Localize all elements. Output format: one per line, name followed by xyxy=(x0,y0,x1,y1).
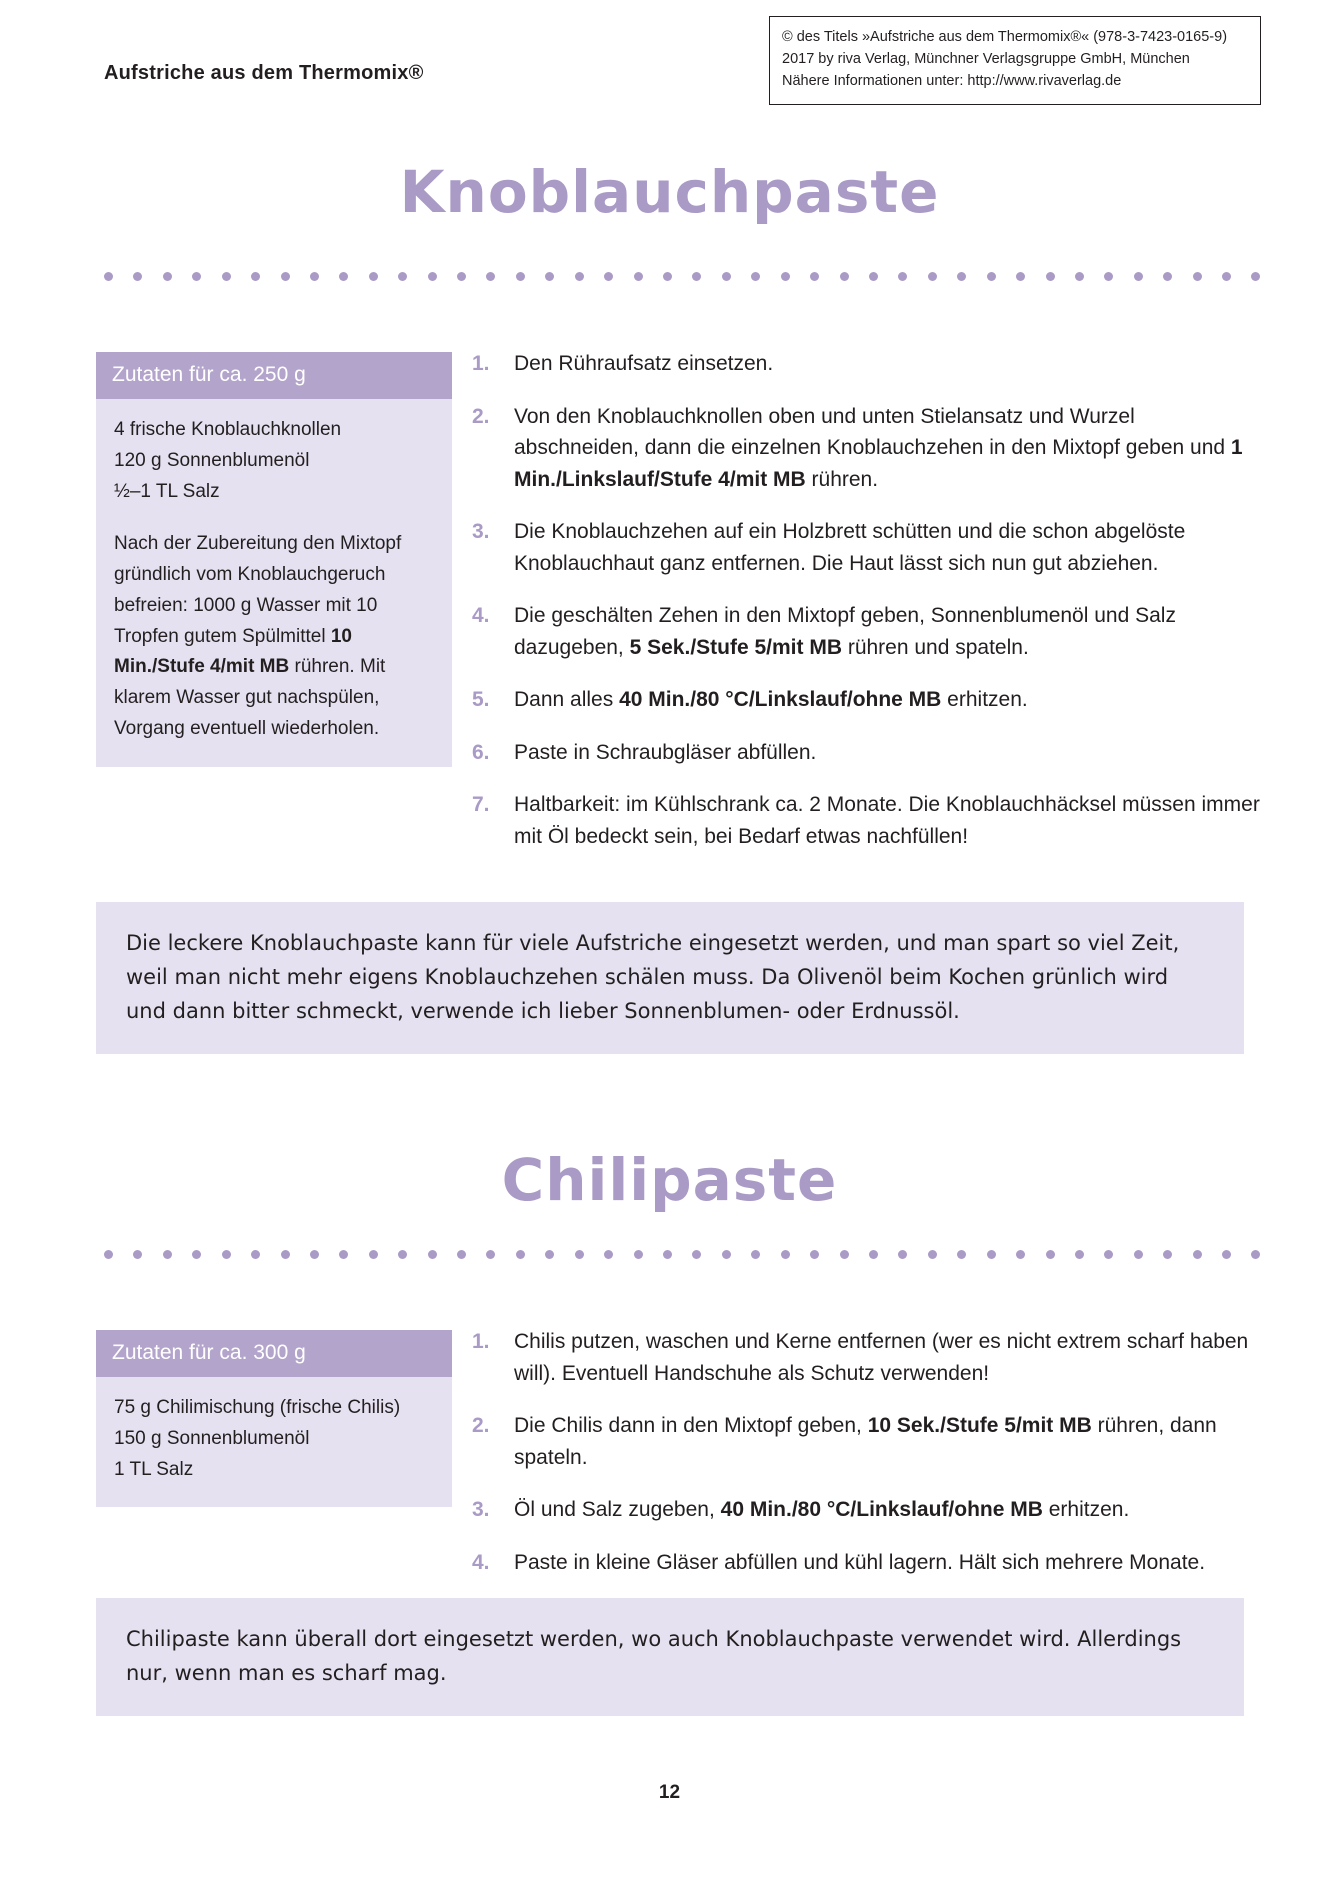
divider-dot xyxy=(545,272,554,281)
divider-dot xyxy=(781,1250,790,1259)
divider-dot xyxy=(634,1250,643,1259)
divider-dot xyxy=(281,1250,290,1259)
copyright-line-2: 2017 by riva Verlag, Münchner Verlagsgruppe GmbH, München xyxy=(782,50,1190,67)
divider-dot xyxy=(987,272,996,281)
copyright-line-1: © des Titels »Aufstriche aus dem Thermomix®« (978-3-7423-0165-9) xyxy=(782,29,1228,45)
ingredient-item: 150 g Sonnenblumenöl xyxy=(114,1427,310,1449)
step-phrase: Paste in Schraubgläser abfüllen. xyxy=(514,740,817,764)
step-text xyxy=(514,789,1262,852)
step-text xyxy=(514,1494,1262,1526)
divider-dot xyxy=(163,1250,172,1259)
divider-dot xyxy=(398,1250,407,1259)
divider-dot xyxy=(428,272,437,281)
step-setting: 5 Sek./Stufe 5/mit MB xyxy=(629,635,842,659)
step-phrase: erhitzen. xyxy=(1042,1498,1130,1521)
divider-dot xyxy=(1046,272,1055,281)
divider-dot xyxy=(222,272,231,281)
ingredient-item: 75 g Chilimischung (frische Chilis) xyxy=(114,1397,401,1418)
divider-dot xyxy=(575,1250,584,1259)
divider-dot xyxy=(751,1250,760,1259)
copyright-line-3: Nähere Informationen unter: http://www.rivaverlag.de xyxy=(782,72,1122,89)
divider-dot xyxy=(1134,1250,1143,1259)
divider-dot xyxy=(1163,272,1172,281)
step-number: 4. xyxy=(472,604,490,627)
preparation-step xyxy=(472,516,1262,579)
divider-dot xyxy=(869,272,878,281)
divider-dot xyxy=(1251,1250,1260,1259)
recipe-title-knoblauchpaste: Knoblauchpaste xyxy=(399,158,940,226)
step-phrase: rühren. xyxy=(805,467,879,491)
preparation-step xyxy=(472,401,1262,496)
divider-dot xyxy=(104,1250,113,1259)
divider-dot xyxy=(281,272,290,281)
divider-dot xyxy=(1016,1250,1025,1259)
divider-dot xyxy=(1104,272,1113,281)
divider-dot xyxy=(133,1250,142,1259)
preparation-steps-chilipaste xyxy=(472,1326,1262,1599)
dotted-divider xyxy=(104,1250,1261,1260)
tip-note-knoblauchpaste: Die leckere Knoblauchpaste kann für viele Aufstriche eingesetzt werden, und man spart so viel Zeit, weil man nicht mehr eigens Knoblauchzehen schälen muss. Da Olivenöl beim Kochen grünlich wird und dann bitter schmeckt, verwende ich lieber Sonnenblumen- oder Erdnussöl. xyxy=(96,902,1244,1054)
divider-dot xyxy=(222,1250,231,1259)
step-number: 2. xyxy=(472,404,490,428)
step-text xyxy=(514,401,1262,496)
preparation-step xyxy=(472,684,1262,716)
preparation-step xyxy=(472,1326,1262,1389)
ingredient-item: 4 frische Knoblauchknollen xyxy=(114,419,342,440)
divider-dot xyxy=(192,1250,201,1259)
divider-dot xyxy=(1222,272,1231,281)
divider-dot xyxy=(545,1250,554,1259)
ingredients-body xyxy=(96,399,452,767)
divider-dot xyxy=(840,1250,849,1259)
ingredients-box-knoblauchpaste xyxy=(96,352,452,767)
divider-dot xyxy=(516,272,525,281)
step-setting: 40 Min./80 °C/Linkslauf/ohne MB xyxy=(720,1498,1043,1521)
copyright-notice xyxy=(769,16,1261,105)
divider-dot xyxy=(604,272,613,281)
step-phrase: Die Knoblauchzehen auf ein Holzbrett schütten und die schon abgelöste Knoblauchhaut ganz entfernen. Die Haut lässt sich nun gut abziehen. xyxy=(514,520,1186,575)
preparation-step xyxy=(472,737,1262,769)
divider-dot xyxy=(457,1250,466,1259)
step-text xyxy=(514,1326,1262,1389)
divider-dot xyxy=(987,1250,996,1259)
divider-dot xyxy=(104,272,113,281)
step-number: 3. xyxy=(472,520,490,543)
ingredients-note-suffix: rühren. Mit klarem Wasser gut nachspülen, Vorgang eventuell wiederholen. xyxy=(114,656,386,739)
step-text xyxy=(514,1547,1262,1579)
divider-dot xyxy=(1193,272,1202,281)
step-setting: 1 Min./Linkslauf/Stufe 4/mit MB xyxy=(514,436,1243,491)
step-number: 4. xyxy=(472,1550,490,1574)
divider-dot xyxy=(898,272,907,281)
divider-dot xyxy=(369,1250,378,1259)
divider-dot xyxy=(751,272,760,281)
preparation-step xyxy=(472,1494,1262,1526)
preparation-step xyxy=(472,600,1262,663)
divider-dot xyxy=(810,1250,819,1259)
divider-dot xyxy=(1075,1250,1084,1259)
divider-dot xyxy=(133,272,142,281)
divider-dot xyxy=(1134,272,1143,281)
preparation-step xyxy=(472,1410,1262,1473)
divider-dot xyxy=(722,1250,731,1259)
divider-dot xyxy=(1046,1250,1055,1259)
step-phrase: Chilis putzen, waschen und Kerne entfernen (wer es nicht extrem scharf haben will). Eventuell Handschuhe als Schutz verwenden! xyxy=(514,1330,1249,1385)
divider-dot xyxy=(928,272,937,281)
step-phrase: erhitzen. xyxy=(941,688,1028,711)
preparation-step xyxy=(472,789,1262,852)
divider-dot xyxy=(310,1250,319,1259)
ingredients-note-setting: 10 Min./Stufe 4/mit MB xyxy=(114,625,352,678)
dotted-divider xyxy=(104,272,1261,282)
divider-dot xyxy=(781,272,790,281)
step-number: 2. xyxy=(472,1414,490,1437)
divider-dot xyxy=(310,272,319,281)
page-number: 12 xyxy=(658,1782,681,1803)
divider-dot xyxy=(1163,1250,1172,1259)
divider-dot xyxy=(840,272,849,281)
divider-dot xyxy=(251,1250,260,1259)
step-phrase: rühren, dann spateln. xyxy=(514,1414,1217,1469)
recipe-title-chilipaste: Chilipaste xyxy=(501,1146,838,1214)
ingredients-body xyxy=(96,1377,452,1507)
divider-dot xyxy=(339,272,348,281)
ingredient-item: ½–1 TL Salz xyxy=(114,480,220,502)
divider-dot xyxy=(398,272,407,281)
divider-dot xyxy=(428,1250,437,1259)
divider-dot xyxy=(634,272,643,281)
step-phrase: Die Chilis dann in den Mixtopf geben, xyxy=(514,1414,868,1437)
divider-dot xyxy=(1075,272,1084,281)
step-number: 7. xyxy=(472,793,490,816)
divider-dot xyxy=(604,1250,613,1259)
divider-dot xyxy=(1222,1250,1231,1259)
divider-dot xyxy=(928,1250,937,1259)
divider-dot xyxy=(810,272,819,281)
divider-dot xyxy=(369,272,378,281)
step-number: 6. xyxy=(472,740,490,764)
step-phrase: Die geschälten Zehen in den Mixtopf geben, Sonnenblumenöl und Salz dazugeben, xyxy=(514,604,1176,659)
step-phrase: Von den Knoblauchknollen oben und unten Stielansatz und Wurzel abschneiden, dann die einzelnen Knoblauchzehen in den Mixtopf geben und xyxy=(514,404,1231,459)
step-setting: 10 Sek./Stufe 5/mit MB xyxy=(867,1414,1092,1437)
divider-dot xyxy=(663,272,672,281)
tip-note-chilipaste: Chilipaste kann überall dort eingesetzt werden, wo auch Knoblauchpaste verwendet wird. Allerdings nur, wenn man es scharf mag. xyxy=(96,1598,1244,1716)
step-phrase: Dann alles xyxy=(514,688,620,711)
preparation-steps-knoblauchpaste xyxy=(472,348,1262,873)
ingredients-note xyxy=(114,529,434,744)
divider-dot xyxy=(722,272,731,281)
step-text xyxy=(514,516,1262,579)
divider-dot xyxy=(575,272,584,281)
divider-dot xyxy=(516,1250,525,1259)
preparation-step xyxy=(472,1547,1262,1579)
divider-dot xyxy=(1016,272,1025,281)
divider-dot xyxy=(692,1250,701,1259)
step-text xyxy=(514,684,1262,716)
divider-dot xyxy=(457,272,466,281)
step-number: 1. xyxy=(472,1330,490,1353)
divider-dot xyxy=(957,272,966,281)
step-number: 1. xyxy=(472,352,490,375)
ingredients-heading: Zutaten für ca. 250 g xyxy=(96,352,452,399)
divider-dot xyxy=(192,272,201,281)
step-phrase: rühren und spateln. xyxy=(842,635,1029,659)
step-phrase: Öl und Salz zugeben, xyxy=(514,1498,721,1521)
step-phrase: Haltbarkeit: im Kühlschrank ca. 2 Monate. Die Knoblauchhäcksel müssen immer mit Öl bedeckt sein, bei Bedarf etwas nachfüllen! xyxy=(514,793,1260,848)
divider-dot xyxy=(1193,1250,1202,1259)
step-text xyxy=(514,600,1262,663)
step-number: 3. xyxy=(472,1498,490,1521)
ingredients-heading: Zutaten für ca. 300 g xyxy=(96,1330,452,1377)
divider-dot xyxy=(663,1250,672,1259)
ingredient-item: 120 g Sonnenblumenöl xyxy=(114,449,310,471)
divider-dot xyxy=(486,1250,495,1259)
ingredient-item: 1 TL Salz xyxy=(114,1458,194,1480)
step-text xyxy=(514,348,1262,380)
preparation-step xyxy=(472,348,1262,380)
divider-dot xyxy=(1104,1250,1113,1259)
divider-dot xyxy=(251,272,260,281)
step-text xyxy=(514,737,1262,769)
ingredients-box-chilipaste xyxy=(96,1330,452,1507)
divider-dot xyxy=(486,272,495,281)
divider-dot xyxy=(339,1250,348,1259)
step-number: 5. xyxy=(472,688,490,711)
running-head: Aufstriche aus dem Thermomix® xyxy=(104,62,424,84)
divider-dot xyxy=(869,1250,878,1259)
divider-dot xyxy=(1251,272,1260,281)
divider-dot xyxy=(898,1250,907,1259)
step-text xyxy=(514,1410,1262,1473)
divider-dot xyxy=(957,1250,966,1259)
divider-dot xyxy=(163,272,172,281)
divider-dot xyxy=(692,272,701,281)
step-phrase: Paste in kleine Gläser abfüllen und kühl lagern. Hält sich mehrere Monate. xyxy=(514,1550,1206,1574)
step-phrase: Den Rühraufsatz einsetzen. xyxy=(514,352,774,375)
step-setting: 40 Min./80 °C/Linkslauf/ohne MB xyxy=(619,688,942,711)
ingredients-note-prefix: Nach der Zubereitung den Mixtopf gründlich vom Knoblauchgeruch befreien: 1000 g Wasser mit 10 Tropfen gutem Spülmittel xyxy=(114,533,402,647)
